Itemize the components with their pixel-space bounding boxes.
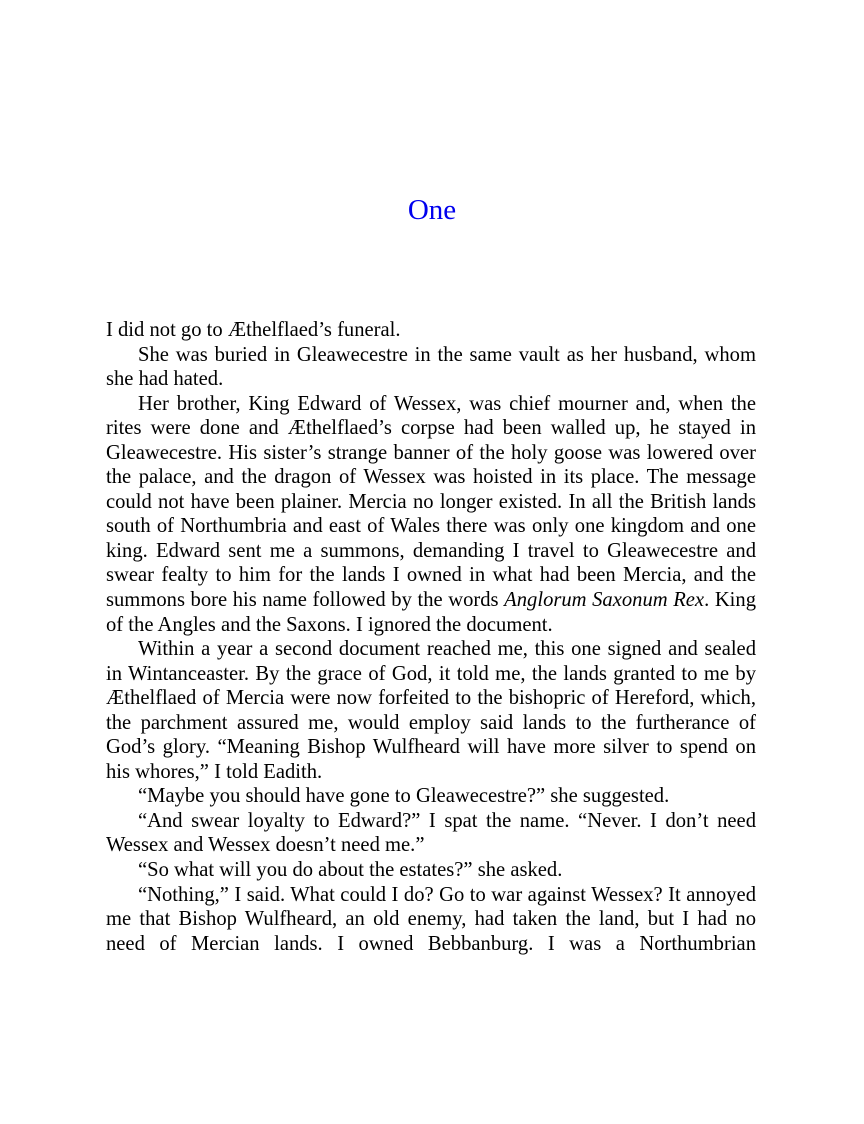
paragraph-3 (106, 392, 756, 637)
paragraph-4: Within a year a second document reached me, this one signed and sealed in Wintanceaster. By the grace of God, it told me, the lands granted to me by Æthelflaed of Mercia were now forfeited to the bishopric of Hereford, which, the parchment assured me, would employ said lands to the furtherance of God’s glory. “Meaning Bishop Wulfheard will have more silver to spend on his whores,” I told Eadith. (106, 638, 756, 783)
chapter-title: One (407, 194, 457, 226)
chapter-body (106, 318, 756, 956)
paragraph-7: “So what will you do about the estates?” she asked. (138, 859, 563, 882)
paragraph-6: “And swear loyalty to Edward?” I spat the name. “Never. I don’t need Wessex and Wessex doesn’t need me.” (106, 809, 756, 857)
paragraph-8: “Nothing,” I said. What could I do? Go to war against Wessex? It annoyed me that Bishop Wulfheard, an old enemy, had taken the land, but I had no need of Mercian lands. I owned Bebbanburg. I was a Northumbrian (106, 883, 756, 955)
paragraph-3-text-before: Her brother, King Edward of Wessex, was chief mourner and, when the rites were done and Æthelflaed’s corpse had been walled up, he stayed in Gleawecestre. His sister’s strange banner of the holy goose was lowered over the palace, and the dragon of Wessex was hoisted in its place. The message could not have been plainer. Mercia no longer existed. In all the British lands south of Northumbria and east of Wales there was only one kingdom and one king. Edward sent me a summons, demanding I travel to Gleawecestre and swear fealty to him for the lands I owned in what had been Mercia, and the summons bore his name followed by the words (106, 392, 756, 612)
paragraph-5: “Maybe you should have gone to Gleawecestre?” she suggested. (138, 785, 670, 808)
paragraph-1: I did not go to Æthelflaed’s funeral. (106, 319, 401, 341)
paragraph-3-latin-title: Anglorum Saxonum Rex (504, 589, 705, 612)
paragraph-2: She was buried in Gleawecestre in the same vault as her husband, whom she had hated. (106, 343, 756, 391)
paragraph-3-text-after: . King of the Angles and the Saxons. I ignored the document. (106, 589, 756, 636)
